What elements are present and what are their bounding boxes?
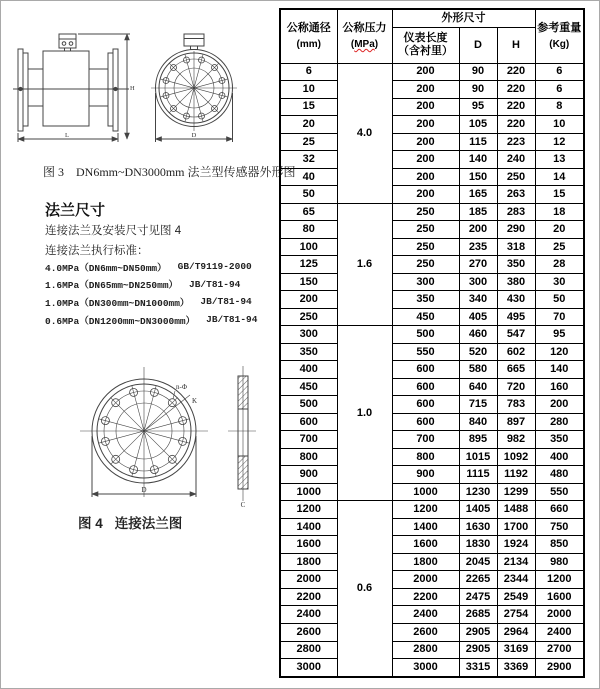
fig4-boltcircle-label: K [192, 397, 198, 405]
cell-reference-weight: 2400 [535, 624, 584, 642]
cell-reference-weight: 280 [535, 413, 584, 431]
table-row [280, 291, 584, 309]
header-reference-weight-label: 参考重量 [537, 22, 582, 35]
figure4-caption [78, 512, 182, 532]
cell-reference-weight: 20 [535, 221, 584, 239]
cell-h: 1092 [497, 448, 535, 466]
cell-meter-length: 200 [392, 63, 459, 81]
pressure-unit-open: ( [350, 38, 355, 50]
standard-item [45, 276, 275, 294]
cell-d: 840 [459, 413, 497, 431]
cell-reference-weight: 95 [535, 326, 584, 344]
cell-nominal-diameter: 6 [280, 63, 337, 81]
cell-reference-weight: 120 [535, 343, 584, 361]
cell-nominal-diameter: 2800 [280, 641, 337, 659]
standard-item [45, 293, 275, 311]
cell-nominal-diameter: 1800 [280, 553, 337, 571]
table-row [280, 641, 584, 659]
table-row [280, 151, 584, 169]
cell-reference-weight: 2900 [535, 659, 584, 677]
cell-reference-weight: 30 [535, 273, 584, 291]
table-body [280, 63, 584, 677]
cell-meter-length: 350 [392, 291, 459, 309]
cell-d: 460 [459, 326, 497, 344]
cell-meter-length: 600 [392, 396, 459, 414]
cell-reference-weight: 28 [535, 256, 584, 274]
cell-d: 2265 [459, 571, 497, 589]
cell-reference-weight: 13 [535, 151, 584, 169]
header-nominal-diameter-unit: (mm) [296, 38, 321, 50]
cell-nominal-diameter: 50 [280, 186, 337, 204]
cell-h: 2134 [497, 553, 535, 571]
cell-d: 200 [459, 221, 497, 239]
table-row [280, 221, 584, 239]
flange-text-line2: 连接法兰执行标准： [45, 245, 149, 257]
table-row [280, 256, 584, 274]
table-row [280, 659, 584, 677]
flange-text-line1: 连接法兰及安装尺寸见图 4 [45, 225, 182, 237]
cell-meter-length: 600 [392, 413, 459, 431]
fig4-thickness-label: C [240, 501, 246, 509]
cell-meter-length: 2200 [392, 588, 459, 606]
cell-h: 3169 [497, 641, 535, 659]
cell-meter-length: 1600 [392, 536, 459, 554]
cell-nominal-diameter: 1000 [280, 483, 337, 501]
cell-h: 982 [497, 431, 535, 449]
cell-meter-length: 700 [392, 431, 459, 449]
cell-h: 783 [497, 396, 535, 414]
flange-standards-list [45, 258, 275, 328]
cell-nominal-diameter: 700 [280, 431, 337, 449]
cell-h: 1924 [497, 536, 535, 554]
table-row [280, 624, 584, 642]
table-row [280, 343, 584, 361]
cell-h: 2344 [497, 571, 535, 589]
pressure-unit-core: MPa [354, 38, 375, 50]
cell-meter-length: 200 [392, 81, 459, 99]
cell-d: 1405 [459, 501, 497, 519]
standard-range: 1.6MPa（DN65mm~DN250mm） [45, 280, 179, 292]
cell-meter-length: 200 [392, 116, 459, 134]
cell-reference-weight: 12 [535, 133, 584, 151]
figure4-flange-drawing [56, 351, 256, 509]
table-row [280, 273, 584, 291]
table-row [280, 483, 584, 501]
cell-nominal-diameter: 25 [280, 133, 337, 151]
cell-reference-weight: 8 [535, 98, 584, 116]
cell-h: 720 [497, 378, 535, 396]
cell-nominal-pressure: 1.0 [337, 326, 392, 501]
cell-h: 220 [497, 81, 535, 99]
cell-h: 2964 [497, 624, 535, 642]
standard-code: JB/T81-94 [206, 314, 258, 326]
table-row [280, 186, 584, 204]
cell-reference-weight: 15 [535, 186, 584, 204]
cell-d: 1830 [459, 536, 497, 554]
table-row [280, 203, 584, 221]
cell-meter-length: 2000 [392, 571, 459, 589]
cell-reference-weight: 18 [535, 203, 584, 221]
cell-reference-weight: 50 [535, 291, 584, 309]
cell-nominal-diameter: 3000 [280, 659, 337, 677]
header-meter-length [392, 27, 459, 63]
cell-h: 1700 [497, 518, 535, 536]
header-reference-weight [535, 9, 584, 63]
cell-h: 220 [497, 116, 535, 134]
cell-reference-weight: 25 [535, 238, 584, 256]
cell-nominal-diameter: 32 [280, 151, 337, 169]
cell-meter-length: 200 [392, 186, 459, 204]
cell-meter-length: 900 [392, 466, 459, 484]
cell-d: 2045 [459, 553, 497, 571]
cell-meter-length: 3000 [392, 659, 459, 677]
cell-nominal-diameter: 450 [280, 378, 337, 396]
cell-reference-weight: 660 [535, 501, 584, 519]
table-row [280, 571, 584, 589]
cell-nominal-diameter: 40 [280, 168, 337, 186]
cell-meter-length: 200 [392, 133, 459, 151]
fig3-length-label: L [65, 132, 69, 139]
cell-h: 318 [497, 238, 535, 256]
cell-h: 250 [497, 168, 535, 186]
standard-item [45, 311, 275, 329]
cell-reference-weight: 980 [535, 553, 584, 571]
cell-meter-length: 2800 [392, 641, 459, 659]
cell-meter-length: 600 [392, 378, 459, 396]
table-row [280, 133, 584, 151]
cell-meter-length: 2600 [392, 624, 459, 642]
figure3-caption-label: 图 3 [43, 165, 65, 179]
cell-d: 115 [459, 133, 497, 151]
cell-meter-length: 1200 [392, 501, 459, 519]
figure4-caption-text: 连接法兰图 [114, 516, 183, 531]
table-row [280, 168, 584, 186]
cell-meter-length: 200 [392, 98, 459, 116]
table-row [280, 588, 584, 606]
cell-h: 283 [497, 203, 535, 221]
cell-d: 2685 [459, 606, 497, 624]
header-nominal-pressure-unit [338, 39, 392, 51]
header-outline-dimensions: 外形尺寸 [392, 9, 535, 27]
table-row [280, 536, 584, 554]
cell-reference-weight: 350 [535, 431, 584, 449]
cell-h: 1299 [497, 483, 535, 501]
standard-code: JB/T81-94 [189, 278, 241, 290]
cell-h: 897 [497, 413, 535, 431]
cell-d: 300 [459, 273, 497, 291]
flange-size-heading: 法兰尺寸 [45, 202, 106, 219]
table-row [280, 431, 584, 449]
cell-h: 1192 [497, 466, 535, 484]
standard-range: 0.6MPa（DN1200mm~DN3000mm） [45, 315, 196, 327]
cell-reference-weight: 6 [535, 81, 584, 99]
cell-reference-weight: 6 [535, 63, 584, 81]
figure4-caption-label: 图 4 [78, 516, 103, 531]
cell-meter-length: 200 [392, 151, 459, 169]
cell-d: 3315 [459, 659, 497, 677]
table-row [280, 396, 584, 414]
cell-reference-weight: 750 [535, 518, 584, 536]
cell-d: 1230 [459, 483, 497, 501]
cell-d: 270 [459, 256, 497, 274]
table-row [280, 361, 584, 379]
cell-d: 95 [459, 98, 497, 116]
cell-reference-weight: 70 [535, 308, 584, 326]
left-panel [1, 1, 296, 689]
cell-nominal-pressure: 1.6 [337, 203, 392, 326]
header-reference-weight-unit: (Kg) [549, 38, 570, 50]
table-row [280, 81, 584, 99]
cell-nominal-diameter: 200 [280, 291, 337, 309]
cell-d: 165 [459, 186, 497, 204]
table-row [280, 501, 584, 519]
cell-d: 90 [459, 63, 497, 81]
header-nominal-pressure-label: 公称压力 [342, 22, 387, 35]
header-meter-length-line1: 仪表长度 [403, 32, 448, 45]
cell-h: 220 [497, 63, 535, 81]
figure3-caption-text: DN6mm~DN3000mm 法兰型传感器外形图 [76, 165, 296, 179]
cell-reference-weight: 400 [535, 448, 584, 466]
fig3-diameter-label: D [191, 132, 197, 139]
cell-meter-length: 300 [392, 273, 459, 291]
cell-nominal-diameter: 500 [280, 396, 337, 414]
table-row [280, 518, 584, 536]
standard-code: GB/T9119-2000 [177, 261, 252, 273]
cell-d: 405 [459, 308, 497, 326]
cell-nominal-diameter: 2000 [280, 571, 337, 589]
cell-d: 90 [459, 81, 497, 99]
cell-meter-length: 250 [392, 221, 459, 239]
cell-meter-length: 450 [392, 308, 459, 326]
cell-reference-weight: 550 [535, 483, 584, 501]
cell-meter-length: 600 [392, 361, 459, 379]
cell-d: 2905 [459, 624, 497, 642]
cell-nominal-diameter: 2200 [280, 588, 337, 606]
cell-h: 223 [497, 133, 535, 151]
cell-nominal-diameter: 250 [280, 308, 337, 326]
cell-meter-length: 800 [392, 448, 459, 466]
cell-meter-length: 2400 [392, 606, 459, 624]
cell-d: 140 [459, 151, 497, 169]
cell-meter-length: 1800 [392, 553, 459, 571]
fig4-bolts-label: n-Φ [176, 383, 187, 391]
cell-nominal-diameter: 2600 [280, 624, 337, 642]
cell-nominal-diameter: 65 [280, 203, 337, 221]
cell-nominal-diameter: 300 [280, 326, 337, 344]
cell-nominal-diameter: 800 [280, 448, 337, 466]
cell-h: 495 [497, 308, 535, 326]
standard-range: 1.0MPa（DN300mm~DN1000mm） [45, 297, 190, 309]
cell-h: 602 [497, 343, 535, 361]
pressure-unit-close: ) [374, 38, 379, 50]
cell-h: 240 [497, 151, 535, 169]
cell-nominal-diameter: 600 [280, 413, 337, 431]
cell-d: 1015 [459, 448, 497, 466]
cell-nominal-diameter: 20 [280, 116, 337, 134]
cell-reference-weight: 10 [535, 116, 584, 134]
cell-reference-weight: 2000 [535, 606, 584, 624]
cell-nominal-diameter: 400 [280, 361, 337, 379]
cell-d: 520 [459, 343, 497, 361]
cell-h: 220 [497, 98, 535, 116]
cell-meter-length: 200 [392, 168, 459, 186]
cell-d: 1630 [459, 518, 497, 536]
table-row [280, 116, 584, 134]
cell-reference-weight: 480 [535, 466, 584, 484]
fig4-diameter-label: D [141, 486, 147, 494]
header-h: H [497, 27, 535, 63]
cell-reference-weight: 1600 [535, 588, 584, 606]
table-row [280, 63, 584, 81]
cell-reference-weight: 1200 [535, 571, 584, 589]
cell-nominal-pressure: 0.6 [337, 501, 392, 677]
cell-h: 290 [497, 221, 535, 239]
cell-h: 430 [497, 291, 535, 309]
header-nominal-pressure [337, 9, 392, 63]
cell-nominal-diameter: 1400 [280, 518, 337, 536]
cell-d: 715 [459, 396, 497, 414]
cell-d: 235 [459, 238, 497, 256]
cell-meter-length: 250 [392, 238, 459, 256]
cell-d: 2475 [459, 588, 497, 606]
cell-nominal-diameter: 100 [280, 238, 337, 256]
header-nominal-diameter [280, 9, 337, 63]
standard-code: JB/T81-94 [200, 296, 252, 308]
table-row [280, 466, 584, 484]
standard-item [45, 258, 275, 276]
table-row [280, 238, 584, 256]
cell-nominal-diameter: 2400 [280, 606, 337, 624]
cell-h: 2754 [497, 606, 535, 624]
table-row [280, 308, 584, 326]
cell-d: 150 [459, 168, 497, 186]
cell-d: 185 [459, 203, 497, 221]
cell-h: 547 [497, 326, 535, 344]
cell-meter-length: 550 [392, 343, 459, 361]
cell-nominal-diameter: 900 [280, 466, 337, 484]
cell-h: 3369 [497, 659, 535, 677]
cell-h: 380 [497, 273, 535, 291]
table-row [280, 98, 584, 116]
cell-nominal-diameter: 1200 [280, 501, 337, 519]
cell-reference-weight: 200 [535, 396, 584, 414]
table-row [280, 606, 584, 624]
figure3-caption [43, 163, 296, 180]
cell-nominal-diameter: 125 [280, 256, 337, 274]
cell-h: 350 [497, 256, 535, 274]
cell-reference-weight: 140 [535, 361, 584, 379]
table-row [280, 326, 584, 344]
table-row [280, 413, 584, 431]
cell-d: 895 [459, 431, 497, 449]
table-row [280, 378, 584, 396]
cell-h: 1488 [497, 501, 535, 519]
cell-reference-weight: 2700 [535, 641, 584, 659]
cell-nominal-diameter: 10 [280, 81, 337, 99]
cell-reference-weight: 14 [535, 168, 584, 186]
cell-meter-length: 250 [392, 203, 459, 221]
flange-spec-table [279, 8, 585, 678]
header-d: D [459, 27, 497, 63]
cell-h: 2549 [497, 588, 535, 606]
cell-d: 1115 [459, 466, 497, 484]
cell-d: 2905 [459, 641, 497, 659]
cell-meter-length: 1400 [392, 518, 459, 536]
cell-nominal-diameter: 350 [280, 343, 337, 361]
cell-d: 580 [459, 361, 497, 379]
figure3-sensor-drawing [9, 13, 271, 161]
cell-meter-length: 250 [392, 256, 459, 274]
table-row [280, 553, 584, 571]
cell-h: 665 [497, 361, 535, 379]
header-nominal-diameter-label: 公称通径 [286, 22, 331, 35]
cell-nominal-diameter: 1600 [280, 536, 337, 554]
table-row [280, 448, 584, 466]
fig3-height-label: H [130, 85, 135, 92]
cell-reference-weight: 160 [535, 378, 584, 396]
cell-meter-length: 500 [392, 326, 459, 344]
standard-range: 4.0MPa（DN6mm~DN50mm） [45, 262, 167, 274]
cell-d: 105 [459, 116, 497, 134]
cell-nominal-pressure: 4.0 [337, 63, 392, 203]
header-meter-length-line2: （含衬里） [398, 45, 453, 57]
cell-d: 340 [459, 291, 497, 309]
cell-d: 640 [459, 378, 497, 396]
cell-nominal-diameter: 150 [280, 273, 337, 291]
cell-h: 263 [497, 186, 535, 204]
cell-nominal-diameter: 15 [280, 98, 337, 116]
cell-meter-length: 1000 [392, 483, 459, 501]
cell-nominal-diameter: 80 [280, 221, 337, 239]
cell-reference-weight: 850 [535, 536, 584, 554]
